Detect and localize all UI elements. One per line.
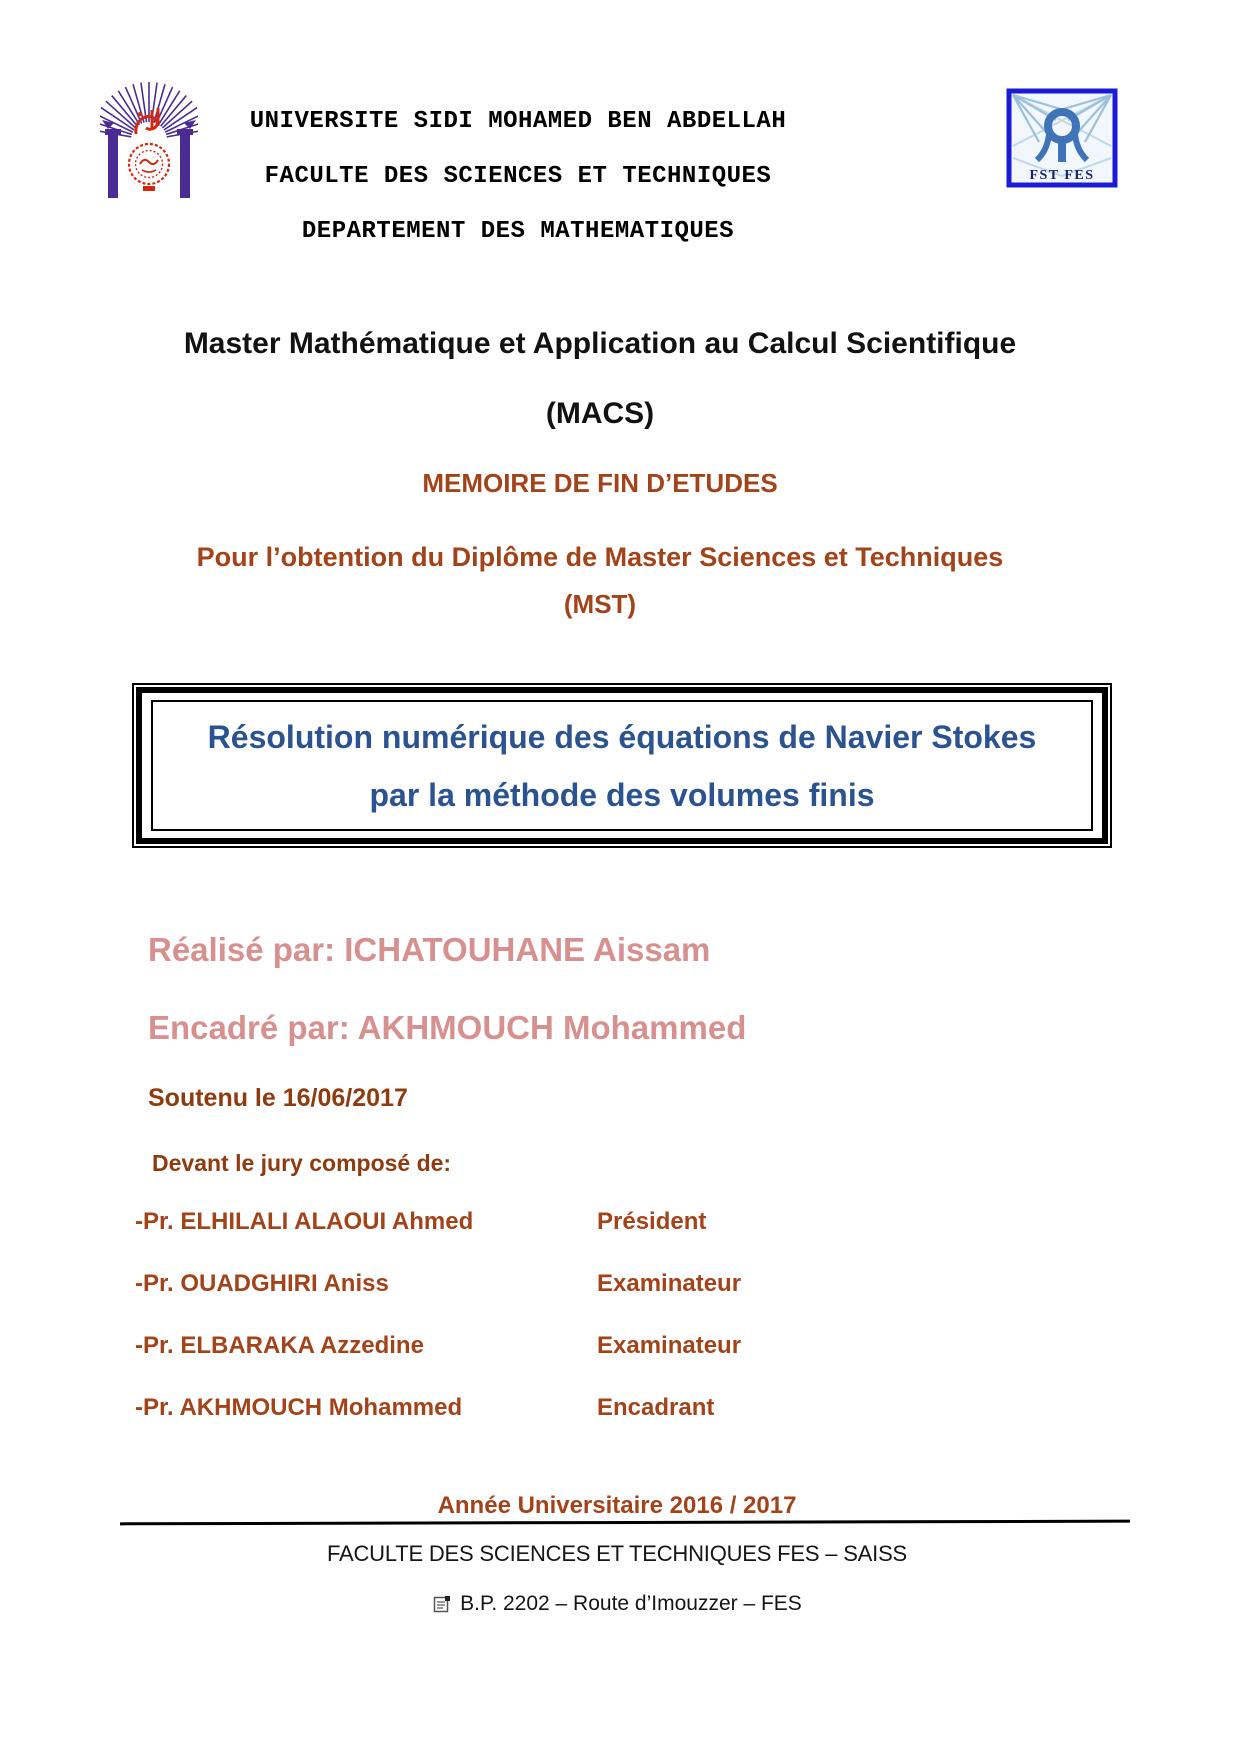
jury-member-role: Examinateur (597, 1270, 742, 1297)
fst-fes-logo-icon (1006, 88, 1118, 188)
address-text: B.P. 2202 – Route d’Imouzzer – FES (460, 1592, 802, 1615)
master-abbreviation: (MACS) (545, 397, 655, 430)
defense-date-line: Soutenu le 16/06/2017 (148, 1084, 408, 1112)
memoire-heading: MEMOIRE DE FIN D’ETUDES (422, 468, 778, 498)
jury-row (135, 1270, 1035, 1298)
department-name: DEPARTEMENT DES MATHEMATIQUES (301, 218, 735, 245)
jury-member-name: -Pr. ELBARAKA Azzedine (135, 1332, 424, 1359)
supervisor-line: Encadré par: AKHMOUCH Mohammed (148, 1009, 747, 1046)
footer-faculty-line: FACULTE DES SCIENCES ET TECHNIQUES FES – SAISS (326, 1541, 908, 1566)
jury-row (135, 1332, 1035, 1360)
thesis-title-line1: Résolution numérique des équations de Navier Stokes (207, 718, 1037, 755)
logo-caption: FST FES (1029, 168, 1095, 183)
jury-list (135, 1208, 1035, 1456)
footer-divider (120, 1520, 1130, 1525)
emblem-seal (129, 144, 169, 191)
thesis-title-box-mid-border (136, 687, 1108, 844)
author-line: Réalisé par: ICHATOUHANE Aissam (148, 931, 711, 968)
academic-year-line: Année Universitaire 2016 / 2017 (437, 1492, 797, 1519)
thesis-title-box (132, 683, 1112, 848)
jury-member-name: -Pr. OUADGHIRI Aniss (135, 1270, 389, 1297)
thesis-title-box-inner-border (151, 700, 1093, 831)
diploma-abbreviation: (MST) (563, 589, 637, 619)
usmba-emblem-icon (100, 76, 198, 202)
jury-member-role: Encadrant (597, 1394, 715, 1421)
jury-member-role: Examinateur (597, 1332, 742, 1359)
jury-heading: Devant le jury composé de: (152, 1150, 452, 1176)
university-name: UNIVERSITE SIDI MOHAMED BEN ABDELLAH (249, 108, 787, 135)
jury-member-role: Président (597, 1208, 707, 1235)
master-title: Master Mathématique et Application au Calcul Scientifique (183, 327, 1017, 360)
jury-row (135, 1208, 1035, 1236)
jury-member-name: -Pr. ELHILALI ALAOUI Ahmed (135, 1208, 474, 1235)
institution-header (238, 108, 798, 273)
thesis-title-line2: par la méthode des volumes finis (369, 776, 875, 813)
footer-address-line (0, 1591, 1234, 1617)
diploma-line: Pour l’obtention du Diplôme de Master Sciences et Techniques (196, 542, 1004, 572)
jury-row (135, 1394, 1035, 1422)
jury-member-name: -Pr. AKHMOUCH Mohammed (135, 1394, 463, 1421)
mail-icon (432, 1594, 452, 1614)
faculty-name: FACULTE DES SCIENCES ET TECHNIQUES (264, 163, 772, 190)
